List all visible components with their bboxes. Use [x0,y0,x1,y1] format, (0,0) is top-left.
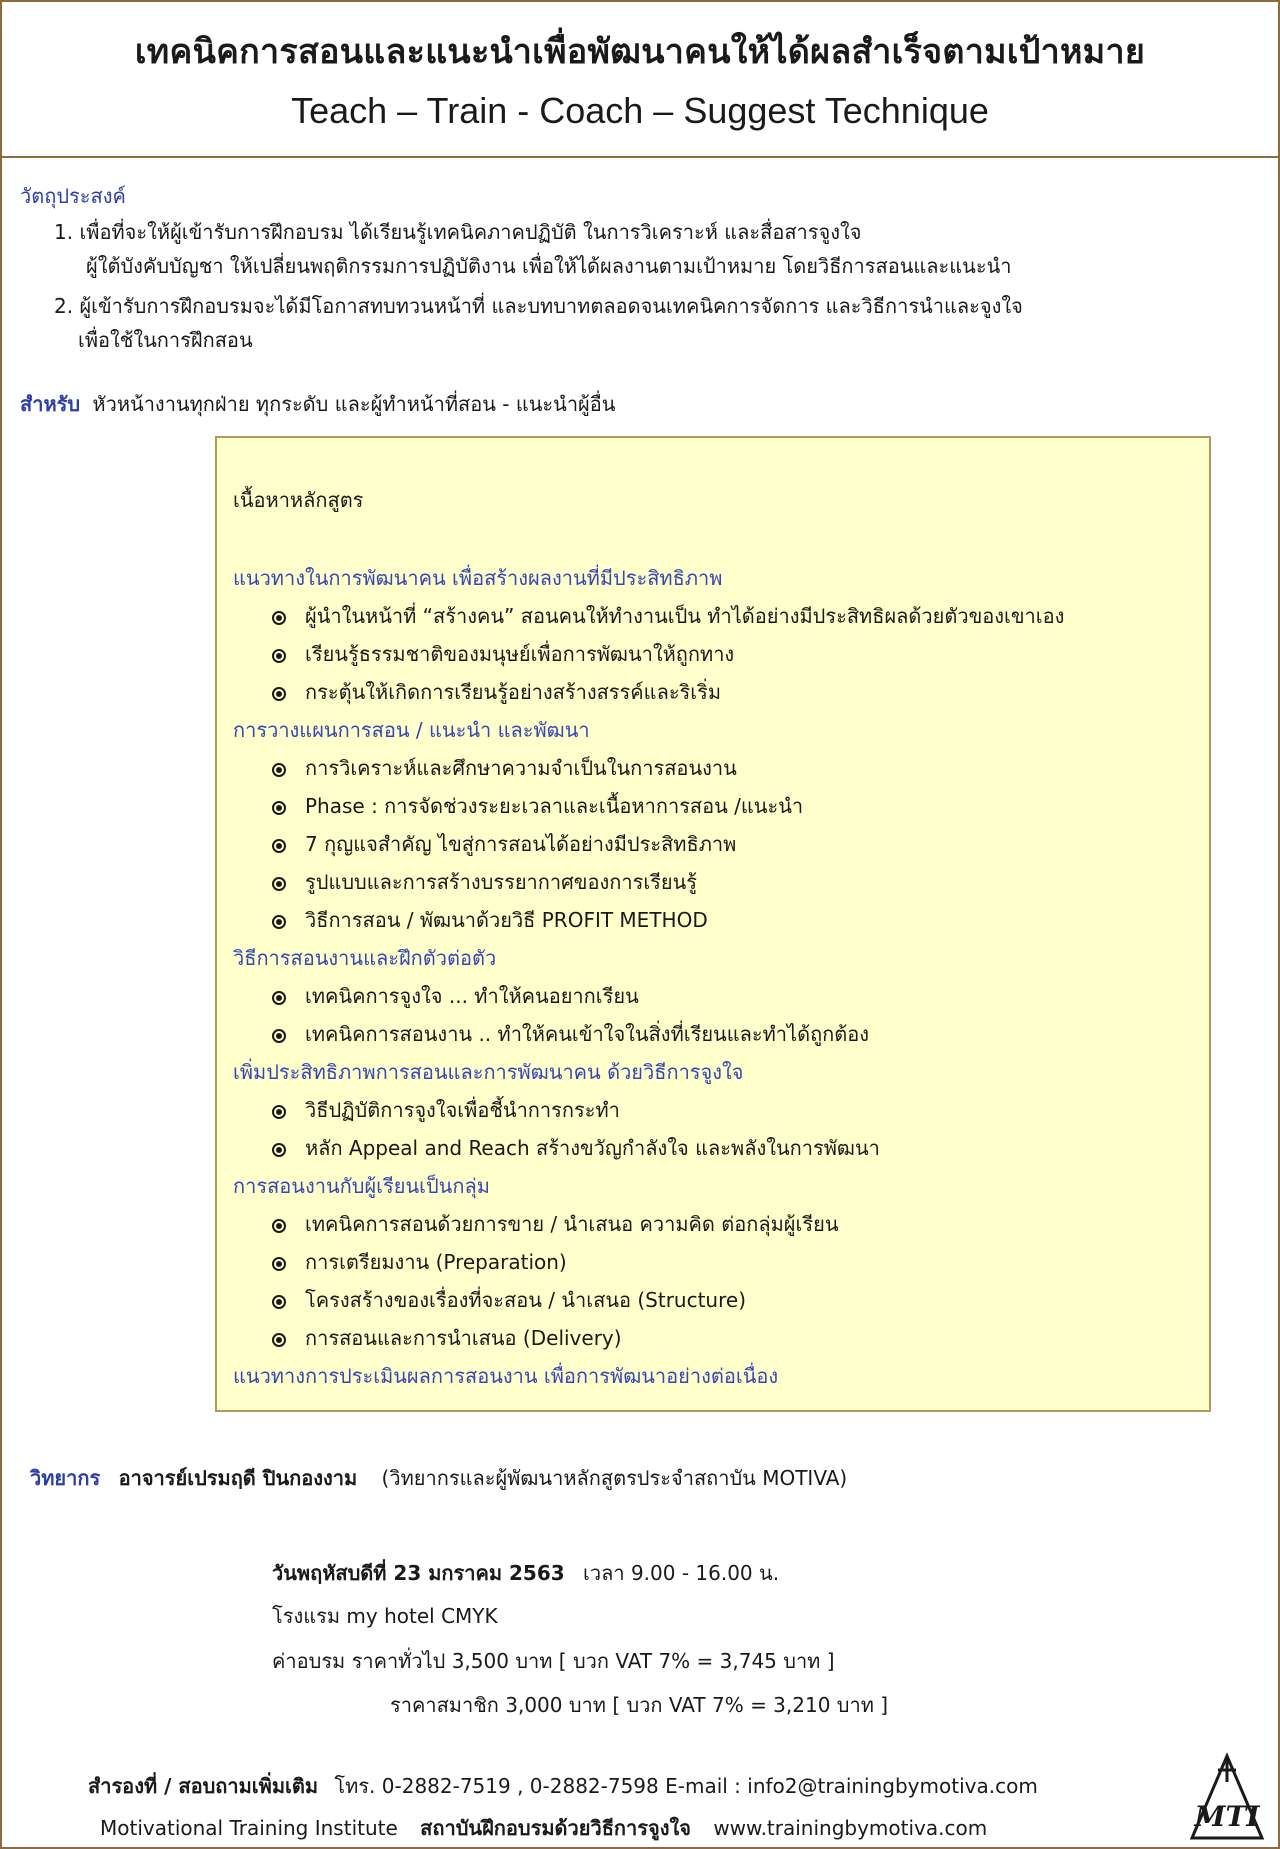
list-item: การสอนและการนำเสนอ (Delivery) [271,1322,622,1354]
bullet-icon [271,1141,287,1157]
fee-line-2: ราคาสมาชิก 3,000 บาท [ บวก VAT 7% = 3,210 บาท ] [390,1693,889,1717]
course-content-box [215,436,1211,1412]
list-item: วิธีการสอน / พัฒนาด้วยวิธี PROFIT METHOD [271,904,708,936]
mti-pyramid-logo-icon [1188,1752,1266,1844]
bullet-icon [271,685,287,701]
content-heading: เนื้อหาหลักสูตร [233,488,364,512]
bullet-icon [271,799,287,815]
institute-name-en: Motivational Training Institute [100,1816,398,1840]
list-item: เทคนิคการจูงใจ ... ทำให้คนอยากเรียน [271,980,639,1012]
section-title: เพิ่มประสิทธิภาพการสอนและการพัฒนาคน ด้วยวิธีการจูงใจ [233,1060,744,1084]
list-item: การเตรียมงาน (Preparation) [271,1246,567,1278]
institute-name-th: สถาบันฝึกอบรมด้วยวิธีการจูงใจ [420,1816,691,1840]
fee-line-1: ค่าอบรม ราคาทั่วไป 3,500 บาท [ บวก VAT 7% = 3,745 บาท ] [272,1649,835,1673]
bullet-icon [271,1255,287,1271]
website-link[interactable]: www.trainingbymotiva.com [713,1816,988,1840]
bullet-icon [271,1027,287,1043]
list-item: โครงสร้างของเรื่องที่จะสอน / นำเสนอ (Structure) [271,1284,746,1316]
list-item: เทคนิคการสอนงาน .. ทำให้คนเข้าใจในสิ่งที่เรียนและทำได้ถูกต้อง [271,1018,869,1050]
speaker-row [30,1462,847,1494]
section-title: การวางแผนการสอน / แนะนำ และพัฒนา [233,718,590,742]
bullet-icon [271,913,287,929]
event-venue: โรงแรม my hotel CMYK [272,1604,498,1628]
event-time: เวลา 9.00 - 16.00 น. [583,1561,780,1585]
bullet-icon [271,875,287,891]
objective-line-2: ผู้ใต้บังคับบัญชา ให้เปลี่ยนพฤติกรรมการปฏิบัติงาน เพื่อให้ได้ผลงานตามเป้าหมาย โดยวิธีการสอนและแนะนำ [86,254,1012,278]
section-title: วิธีการสอนงานและฝึกตัวต่อตัว [233,946,497,970]
page-title-english: Teach – Train - Coach – Suggest Technique [291,90,989,131]
list-item: 7 กุญแจสำคัญ ไขสู่การสอนได้อย่างมีประสิทธิภาพ [271,828,736,860]
contact-info[interactable]: โทร. 0-2882-7519 , 0-2882-7598 E-mail : info2@trainingbymotiva.com [334,1774,1038,1798]
bullet-icon [271,1217,287,1233]
list-item: วิธีปฏิบัติการจูงใจเพื่อชี้นำการกระทำ [271,1094,620,1126]
speaker-name: อาจารย์เปรมฤดี ปินกองงาม [118,1466,358,1490]
audience-text: หัวหน้างานทุกฝ่าย ทุกระดับ และผู้ทำหน้าที่สอน - แนะนำผู้อื่น [92,392,616,416]
event-date-row [272,1557,779,1589]
logo-text: MTI [1194,1800,1260,1833]
header [2,2,1278,158]
bullet-icon [271,989,287,1005]
contact-row [88,1770,1038,1802]
list-item: ผู้นำในหน้าที่ “สร้างคน” สอนคนให้ทำงานเป็น ทำได้อย่างมีประสิทธิผลด้วยตัวของเขาเอง [271,600,1064,632]
list-item: การวิเคราะห์และศึกษาความจำเป็นในการสอนงาน [271,752,737,784]
bullet-icon [271,1331,287,1347]
section-title: แนวทางในการพัฒนาคน เพื่อสร้างผลงานที่มีประสิทธิภาพ [233,566,723,590]
speaker-note: (วิทยากรและผู้พัฒนาหลักสูตรประจำสถาบัน MOTIVA) [381,1466,848,1490]
page-title-thai: เทคนิคการสอนและแนะนำเพื่อพัฒนาคนให้ได้ผลสำเร็จตามเป้าหมาย [134,32,1146,72]
audience-row [20,388,615,420]
list-item: เทคนิคการสอนด้วยการขาย / นำเสนอ ความคิด ต่อกลุ่มผู้เรียน [271,1208,839,1240]
bullet-icon [271,609,287,625]
bullet-icon [271,1103,287,1119]
list-item: กระตุ้นให้เกิดการเรียนรู้อย่างสร้างสรรค์และริเริ่ม [271,676,721,708]
bullet-icon [271,761,287,777]
audience-label: สำหรับ [20,392,81,416]
objective-line-3: 2. ผู้เข้ารับการฝึกอบรมจะได้มีโอกาสทบทวนหน้าที่ และบทบาทตลอดจนเทคนิคการจัดการ และวิธีการนำและจูงใจ [54,294,1023,318]
reserve-label: สำรองที่ / สอบถามเพิ่มเติม [88,1774,319,1798]
section-title: แนวทางการประเมินผลการสอนงาน เพื่อการพัฒนาอย่างต่อเนื่อง [233,1364,779,1388]
institute-row [100,1812,987,1844]
objectives-label: วัตถุประสงค์ [20,184,126,208]
bullet-icon [271,1293,287,1309]
list-item: หลัก Appeal and Reach สร้างขวัญกำลังใจ และพลังในการพัฒนา [271,1132,880,1164]
section-title: การสอนงานกับผู้เรียนเป็นกลุ่ม [233,1174,490,1198]
list-item: รูปแบบและการสร้างบรรยากาศของการเรียนรู้ [271,866,697,898]
event-date: วันพฤหัสบดีที่ 23 มกราคม 2563 [272,1561,565,1585]
objective-line-4: เพื่อใช้ในการฝึกสอน [78,328,253,352]
objective-line-1: 1. เพื่อที่จะให้ผู้เข้ารับการฝึกอบรม ได้เรียนรู้เทคนิคภาคปฏิบัติ ในการวิเคราะห์ และสื่อสารจูงใจ [54,220,862,244]
list-item: Phase : การจัดช่วงระยะเวลาและเนื้อหาการสอน /แนะนำ [271,790,803,822]
speaker-label: วิทยากร [30,1466,101,1490]
list-item: เรียนรู้ธรรมชาติของมนุษย์เพื่อการพัฒนาให้ถูกทาง [271,638,734,670]
bullet-icon [271,647,287,663]
bullet-icon [271,837,287,853]
